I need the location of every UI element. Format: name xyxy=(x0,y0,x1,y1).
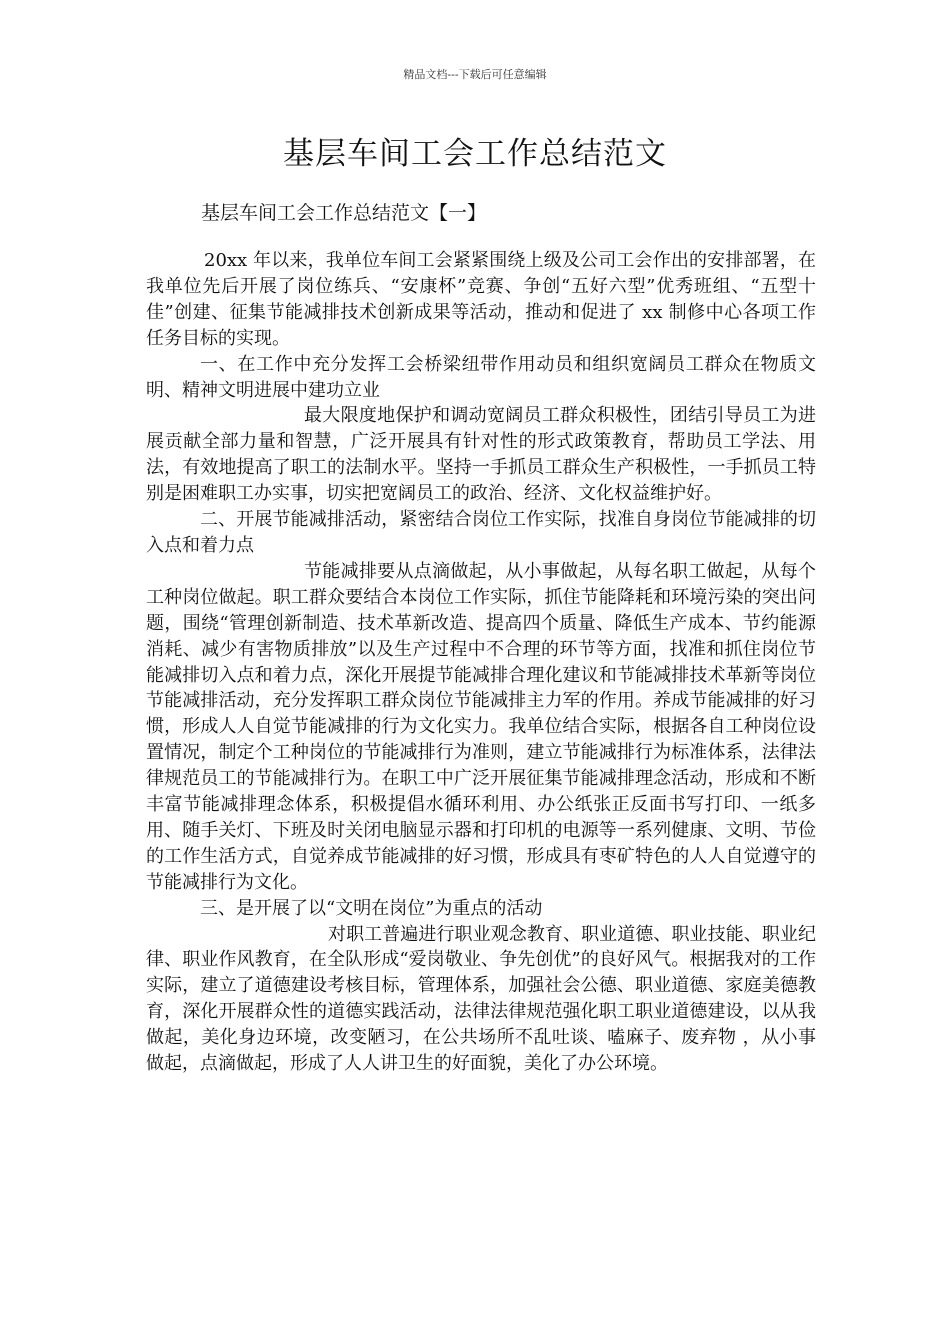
document-title: 基层车间工会工作总结范文 xyxy=(283,136,667,172)
document-body xyxy=(146,248,816,1077)
header-note: 精品文档---下载后可任意编辑 xyxy=(403,68,547,81)
section-paragraph-3: 对职工普遍进行职业观念教育、职业道德、职业技能、职业纪律、职业作风教育，在全队形成“爱岗敬业、争先创优”的良好风气。根据我对的工作实际，建立了道德建设考核目标，管理体系，加强社会公德、职业道德、家庭美德教育，深化开展群众性的道德实践活动，法律法律规范强化职工职业道德建设，以从我做起，美化身边环境，改变陋习，在公共场所不乱吐谈、嗑麻子、废弃物 ，从小事做起，点滴做起，形成了人人讲卫生的好面貌，美化了办公环境。 xyxy=(146,923,816,1075)
section-heading-3: 三、是开展了以“文明在岗位”为重点的活动 xyxy=(200,897,543,919)
section-heading-1: 一、在工作中充分发挥工会桥梁纽带作用动员和组织宽阔员工群众在物质文明、精神文明进展中建功立业 xyxy=(146,353,816,401)
section-subtitle: 基层车间工会工作总结范文【一】 xyxy=(201,202,487,224)
section-paragraph-2: 节能减排要从点滴做起，从小事做起，从每名职工做起，从每个工种岗位做起。职工群众要结合本岗位工作实际，抓住节能降耗和环境污染的突出问题，围绕“管理创新制造、技术革新改造、提高四个质量、降低生产成本、节约能源消耗、减少有害物质排放”以及生产过程中不合理的环节等方面，找准和抓住岗位节能减排切入点和着力点，深化开展提节能减排合理化建议和节能减排技术革新等岗位节能减排活动，充分发挥职工群众岗位节能减排主力军的作用。养成节能减排的好习惯，形成人人自觉节能减排的行为文化实力。我单位结合实际，根据各自工种岗位设置情况，制定个工种岗位的节能减排行为准则，建立节能减排行为标准体系，法律法律规范员工的节能减排行为。在职工中广泛开展征集节能减排理念活动，形成和不断丰富节能减排理念体系，积极提倡水循环利用、办公纸张正反面书写打印、一纸多用、随手关灯、下班及时关闭电脑显示器和打印机的电源等一系列健康、文明、节俭的工作生活方式，自觉养成节能减排的好习惯，形成具有枣矿特色的人人自觉遵守的节能减排行为文化。 xyxy=(146,560,816,893)
intro-paragraph: 20xx 年以来，我单位车间工会紧紧围绕上级及公司工会作出的安排部署，在我单位先后开展了岗位练兵、“安康杯”竞赛、争创“五好六型”优秀班组、“五型十佳”创建、征集节能减排技术创新成果等活动，推动和促进了 xx 制修中心各项工作任务目标的实现。 xyxy=(146,250,816,349)
section-heading-2: 二、开展节能减排活动，紧密结合岗位工作实际，找准自身岗位节能减排的切入点和着力点 xyxy=(146,509,816,556)
section-paragraph-1: 最大限度地保护和调动宽阔员工群众积极性，团结引导员工为进展贡献全部力量和智慧，广泛开展具有针对性的形式政策教育，帮助员工学法、用法，有效地提高了职工的法制水平。坚持一手抓员工群众生产积极性，一手抓员工特别是困难职工办实事，切实把宽阔员工的政治、经济、文化权益维护好。 xyxy=(146,405,816,505)
